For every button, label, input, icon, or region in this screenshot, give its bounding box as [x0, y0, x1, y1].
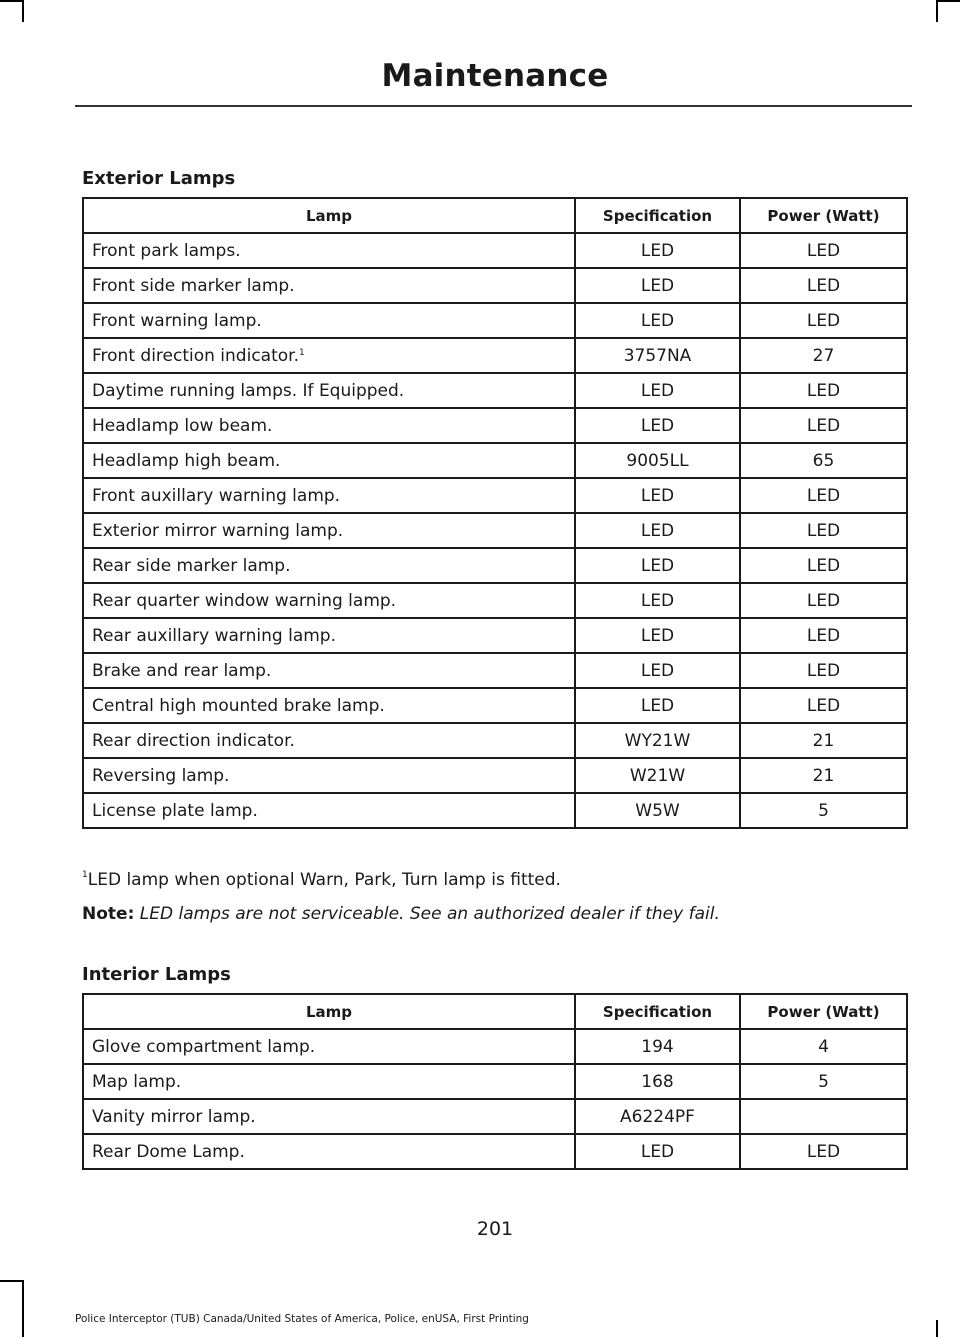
specification-cell: WY21W — [575, 723, 740, 758]
lamp-name-cell — [83, 443, 575, 478]
title-divider — [75, 105, 912, 107]
power-cell: LED — [740, 408, 907, 443]
lamp-name-cell — [83, 583, 575, 618]
lamp-name-cell — [83, 653, 575, 688]
table-row — [83, 1064, 907, 1099]
lamp-name: Headlamp high beam. — [92, 450, 281, 471]
specification-cell: LED — [575, 478, 740, 513]
power-cell: LED — [740, 653, 907, 688]
lamp-name: Rear quarter window warning lamp. — [92, 590, 397, 611]
crop-mark — [938, 0, 960, 2]
exterior-lamps-heading: Exterior Lamps — [82, 168, 236, 189]
table-row — [83, 653, 907, 688]
table-header-row — [83, 198, 907, 233]
lamp-name-cell — [83, 758, 575, 793]
table-row — [83, 268, 907, 303]
footer-text: Police Interceptor (TUB) Canada/United States of America, Police, enUSA, First Printing — [75, 1313, 529, 1325]
footnote-text: LED lamp when optional Warn, Park, Turn lamp is fitted. — [87, 870, 561, 890]
lamp-name-cell — [83, 618, 575, 653]
power-cell: 5 — [740, 793, 907, 828]
crop-mark — [22, 1280, 24, 1337]
footnote — [82, 870, 561, 890]
lamp-name-cell — [83, 1064, 575, 1099]
lamp-name-cell — [83, 723, 575, 758]
lamp-name-cell — [83, 233, 575, 268]
lamp-name-cell — [83, 268, 575, 303]
specification-cell: LED — [575, 548, 740, 583]
specification-cell: LED — [575, 408, 740, 443]
crop-mark — [0, 0, 22, 2]
lamp-name: Rear direction indicator. — [92, 730, 295, 751]
specification-cell: 168 — [575, 1064, 740, 1099]
lamp-name: Front park lamps. — [92, 240, 241, 261]
lamp-name-cell — [83, 688, 575, 723]
table-row — [83, 758, 907, 793]
lamp-name: Daytime running lamps. If Equipped. — [92, 380, 405, 401]
column-header-power: Power (Watt) — [740, 994, 907, 1029]
lamp-name: Brake and rear lamp. — [92, 660, 272, 681]
specification-cell: LED — [575, 373, 740, 408]
footnote-reference: 1 — [298, 347, 305, 358]
specification-cell: 3757NA — [575, 338, 740, 373]
table-row — [83, 723, 907, 758]
power-cell: LED — [740, 478, 907, 513]
lamp-name-cell — [83, 548, 575, 583]
note — [82, 904, 720, 924]
page-title: Maintenance — [381, 58, 609, 94]
table-row — [83, 1134, 907, 1169]
power-cell: LED — [740, 268, 907, 303]
table-row — [83, 478, 907, 513]
lamp-name-cell — [83, 793, 575, 828]
note-label: Note: — [82, 904, 135, 924]
specification-cell: LED — [575, 268, 740, 303]
table-row — [83, 583, 907, 618]
lamp-name-cell — [83, 1134, 575, 1169]
lamp-name: Rear auxillary warning lamp. — [92, 625, 336, 646]
power-cell: LED — [740, 233, 907, 268]
specification-cell: LED — [575, 688, 740, 723]
lamp-name-cell — [83, 478, 575, 513]
lamp-name: Rear side marker lamp. — [92, 555, 291, 576]
lamp-name: Front auxillary warning lamp. — [92, 485, 341, 506]
footnote-mark: 1 — [82, 870, 88, 880]
specification-cell: LED — [575, 513, 740, 548]
lamp-name: Rear Dome Lamp. — [92, 1141, 245, 1162]
lamp-name: Front side marker lamp. — [92, 275, 295, 296]
specification-cell: A6224PF — [575, 1099, 740, 1134]
note-text: LED lamps are not serviceable. See an authorized dealer if they fail. — [139, 904, 720, 924]
lamp-name: Front warning lamp. — [92, 310, 262, 331]
power-cell — [740, 1099, 907, 1134]
specification-cell: LED — [575, 583, 740, 618]
exterior-lamps-table — [82, 197, 908, 829]
lamp-name-cell — [83, 338, 575, 373]
table-row — [83, 1029, 907, 1064]
lamp-name: Headlamp low beam. — [92, 415, 273, 436]
table-header-row — [83, 994, 907, 1029]
crop-mark — [936, 1320, 938, 1337]
lamp-name: Map lamp. — [92, 1071, 182, 1092]
specification-cell: W5W — [575, 793, 740, 828]
power-cell: LED — [740, 1134, 907, 1169]
specification-cell: LED — [575, 653, 740, 688]
power-cell: 27 — [740, 338, 907, 373]
specification-cell: 194 — [575, 1029, 740, 1064]
specification-cell: W21W — [575, 758, 740, 793]
power-cell: 5 — [740, 1064, 907, 1099]
lamp-name: Vanity mirror lamp. — [92, 1106, 256, 1127]
power-cell: 21 — [740, 758, 907, 793]
crop-mark — [22, 0, 24, 22]
table-row — [83, 793, 907, 828]
power-cell: LED — [740, 688, 907, 723]
column-header-specification: Specification — [575, 198, 740, 233]
table-row — [83, 688, 907, 723]
power-cell: 65 — [740, 443, 907, 478]
power-cell: LED — [740, 513, 907, 548]
power-cell: 21 — [740, 723, 907, 758]
lamp-name-cell — [83, 513, 575, 548]
table-row — [83, 408, 907, 443]
crop-mark — [0, 1280, 22, 1282]
specification-cell: LED — [575, 233, 740, 268]
specification-cell: LED — [575, 618, 740, 653]
column-header-lamp: Lamp — [83, 994, 575, 1029]
power-cell: LED — [740, 303, 907, 338]
table-row — [83, 303, 907, 338]
lamp-name-cell — [83, 1099, 575, 1134]
table-row — [83, 548, 907, 583]
specification-cell: LED — [575, 1134, 740, 1169]
interior-lamps-table — [82, 993, 908, 1170]
lamp-name: Reversing lamp. — [92, 765, 230, 786]
specification-cell: 9005LL — [575, 443, 740, 478]
table-row — [83, 618, 907, 653]
lamp-name-cell — [83, 408, 575, 443]
column-header-power: Power (Watt) — [740, 198, 907, 233]
power-cell: LED — [740, 548, 907, 583]
lamp-name: License plate lamp. — [92, 800, 258, 821]
table-row — [83, 513, 907, 548]
power-cell: LED — [740, 373, 907, 408]
power-cell: 4 — [740, 1029, 907, 1064]
table-row — [83, 338, 907, 373]
power-cell: LED — [740, 583, 907, 618]
lamp-name: Exterior mirror warning lamp. — [92, 520, 344, 541]
power-cell: LED — [740, 618, 907, 653]
lamp-name: Glove compartment lamp. — [92, 1036, 316, 1057]
lamp-name: Front direction indicator. — [92, 345, 299, 366]
table-row — [83, 373, 907, 408]
table-row — [83, 443, 907, 478]
specification-cell: LED — [575, 303, 740, 338]
table-row — [83, 1099, 907, 1134]
interior-lamps-heading: Interior Lamps — [82, 964, 231, 985]
lamp-name-cell — [83, 1029, 575, 1064]
column-header-lamp: Lamp — [83, 198, 575, 233]
lamp-name-cell — [83, 373, 575, 408]
lamp-name: Central high mounted brake lamp. — [92, 695, 385, 716]
lamp-name-cell — [83, 303, 575, 338]
page-number: 201 — [476, 1218, 514, 1240]
crop-mark — [936, 0, 938, 22]
column-header-specification: Specification — [575, 994, 740, 1029]
table-row — [83, 233, 907, 268]
